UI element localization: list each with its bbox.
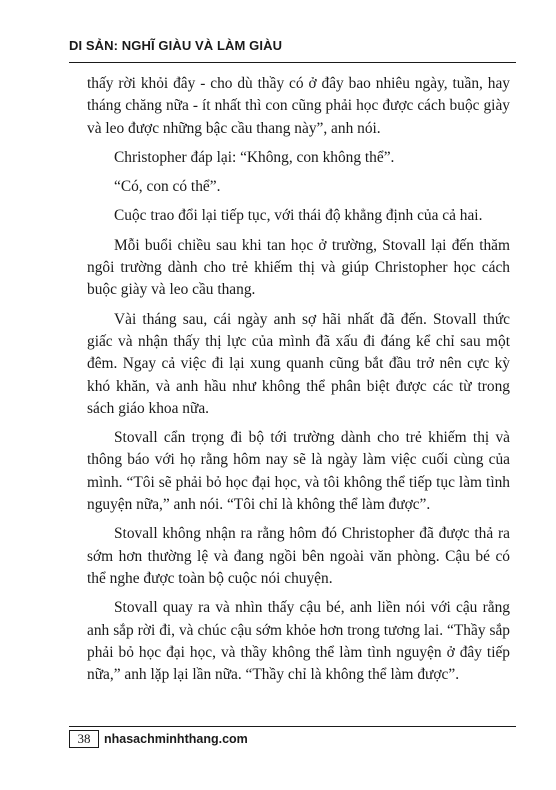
paragraph: Stovall cẩn trọng đi bộ tới trường dành cho trẻ khiếm thị và thông báo với họ rằng hôm nay sẽ là ngày làm việc cuối cùng của mình. “Tôi sẽ phải bỏ học đại học, và tôi không thể tiếp tục làm tình nguyện nữa,” anh nói. “Tôi chỉ là không thể làm được”.	[87, 429, 510, 514]
publisher-website: nhasachminhthang.com	[104, 732, 248, 746]
paragraph-continuation: thấy rời khỏi đây - cho dù thầy có ở đây bao nhiêu ngày, tuần, hay tháng chăng nữa - ít nhất thì con cũng phải học được cách buộc giày và leo được những bậc cầu thang này”, anh nói.	[87, 75, 510, 137]
paragraph: Mỗi buổi chiều sau khi tan học ở trường, Stovall lại đến thăm ngôi trường dành cho trẻ khiếm thị và giúp Christopher học cách buộc giày và leo cầu thang.	[87, 236, 510, 299]
header-divider	[69, 62, 516, 63]
paragraph: Christopher đáp lại: “Không, con không thể”.	[114, 148, 395, 166]
footer-divider	[69, 726, 516, 727]
paragraph: Stovall quay ra và nhìn thấy cậu bé, anh liền nói với cậu rằng anh sắp rời đi, và chúc cậu sớm khỏe hơn trong tương lai. “Thầy sắp phải bỏ học đại học, và thầy không thể làm tình nguyện ở đây tiếp nữa,” anh lặp lại lần nữa. “Thầy chỉ là không thể làm được”.	[87, 599, 510, 684]
page-number: 38	[69, 730, 99, 748]
paragraph: “Có, con có thể”.	[114, 178, 221, 196]
paragraph: Cuộc trao đổi lại tiếp tục, với thái độ khẳng định của cả hai.	[114, 207, 483, 225]
running-header: DI SẢN: NGHĨ GIÀU VÀ LÀM GIÀU	[69, 38, 283, 53]
page-body	[87, 73, 510, 693]
paragraph: Vài tháng sau, cái ngày anh sợ hãi nhất đã đến. Stovall thức giấc và nhận thấy thị lực của mình đã xấu đi đáng kể chỉ sau một đêm. Ngay cả việc đi lại xung quanh cũng bắt đầu trở nên cực kỳ khó khăn, và anh hầu như không thể phân biệt được các từ trong sách giáo khoa nữa.	[87, 310, 510, 417]
paragraph: Stovall không nhận ra rằng hôm đó Christopher đã được thả ra sớm hơn thường lệ và đang ngồi bên ngoài văn phòng. Cậu bé có thể nghe được toàn bộ cuộc nói chuyện.	[87, 525, 510, 587]
